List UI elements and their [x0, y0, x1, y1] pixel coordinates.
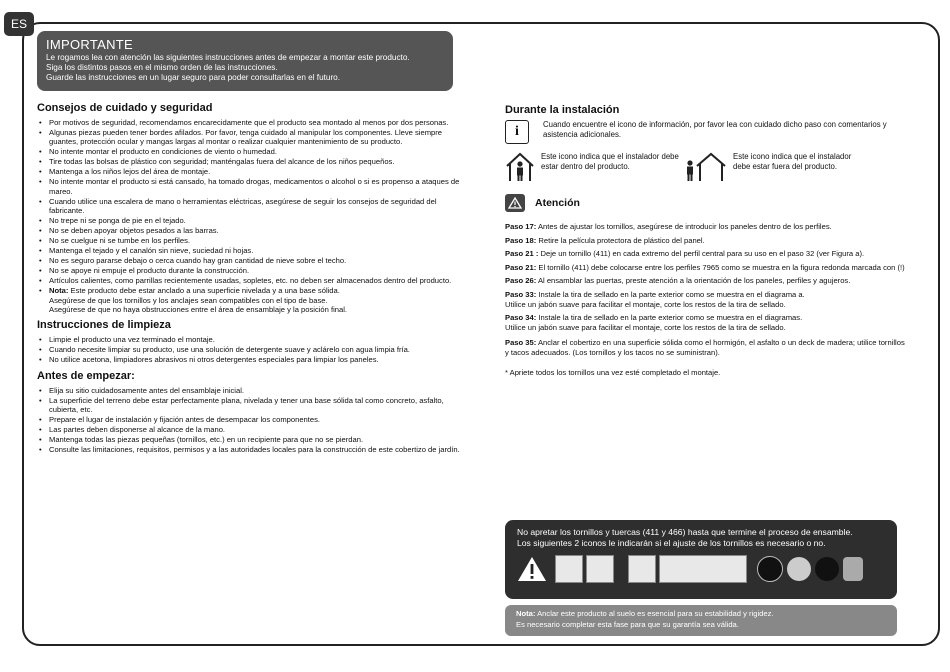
list-item: • Mantenga todas las piezas pequeñas (tornillos, etc.) en un recipiente para que no se pierdan. [37, 435, 461, 444]
step-item [505, 222, 905, 232]
step-item [505, 276, 905, 286]
list-item: • Consulte las limitaciones, requisitos, permisos y a las autoridades locales para la construcción de este cobertizo de jardín. [37, 445, 461, 454]
step-text: Deje un tornillo (411) en cada extremo del perfil central para su uso en el paso 32 (ver Figura a). [540, 249, 865, 259]
list-item: • Cuando necesite limpiar su producto, use una solución de detergente suave y aclárelo con agua limpia fría. [37, 345, 461, 354]
step-text: Anclar el cobertizo en una superficie sólida como el hormigón, el asfalto o un deck de madera; utilice tornillos y tacos adecuados. (Los tornillos y los tacos no se suministran). [505, 338, 905, 357]
safety-list [37, 118, 461, 314]
outside-item [685, 152, 865, 182]
nut-icon [787, 557, 811, 581]
language-badge: ES [4, 12, 34, 36]
step-extra: Utilice un jabón suave para facilitar el montaje, corte los restos de la tira de sellado. [505, 322, 786, 332]
attention-title: Atención [535, 197, 580, 209]
step-item [505, 338, 905, 357]
step-item [505, 236, 905, 246]
installer-outside-icon [685, 152, 727, 182]
list-item: • Tire todas las bolsas de plástico con seguridad; manténgalas fuera del alcance de los niños pequeños. [37, 157, 461, 166]
install-title: Durante la instalación [505, 104, 620, 116]
list-item: • Mantenga el tejado y el canalón sin nieve, suciedad ni hojas. [37, 246, 461, 255]
outside-text: Este icono indica que el instalador debe estar fuera del producto. [733, 152, 852, 171]
list-item: • Algunas piezas pueden tener bordes afilados. Por favor, tenga cuidado al manipular los componentes. Lleve siempre guantes, protección ocular y mangas largas al montar o realizar cualquier mantenimiento de su producto. [37, 128, 461, 147]
important-line: Guarde las instrucciones en un lugar seguro para poder consultarlas en el futuro. [46, 72, 341, 82]
list-item: • Prepare el lugar de instalación y fijación antes de desempacar los componentes. [37, 415, 461, 424]
warning-triangle-icon [505, 194, 525, 212]
list-item: • Por motivos de seguridad, recomendamos encarecidamente que el producto sea montado al menos por dos personas. [37, 118, 461, 127]
bottom-note [505, 605, 897, 636]
note-sub: Asegúrese de que no haya obstrucciones entre el área de ensamblaje y la posición final. [49, 305, 348, 315]
list-item: • No intente montar el producto si está cansado, ha tomado drogas, medicamentos o alcohol o si es propenso a ataques de mareo. [37, 177, 461, 196]
important-line: Siga los distintos pasos en el mismo orden de las instrucciones. [46, 62, 278, 72]
screw-gear-icon [628, 555, 656, 583]
warning-icons [517, 555, 867, 583]
important-title: IMPORTANTE [46, 37, 134, 52]
list-item: • No trepe ni se ponga de pie en el tejado. [37, 216, 461, 225]
step-label: Paso 26: [505, 276, 537, 286]
important-line: Le rogamos lea con atención las siguientes instrucciones antes de empezar a montar este producto. [46, 53, 410, 62]
house-row [505, 152, 905, 182]
list-item: • No intente montar el producto en condiciones de viento o humedad. [37, 147, 461, 156]
note-text: Este producto debe estar anclado a una superficie nivelada y a una base sólida. [70, 286, 340, 296]
list-item: • Limpie el producto una vez terminado el montaje. [37, 335, 461, 344]
bottom-note-text: Anclar este producto al suelo es esencial para su estabilidad y rigidez. [537, 609, 774, 618]
note-sub: Asegúrese de que los tornillos y los anclajes sean compatibles con el tipo de base. [49, 295, 328, 305]
inside-item [505, 152, 685, 182]
warning-box [505, 520, 897, 599]
no-tighten-icon [586, 555, 614, 583]
installer-inside-icon [505, 152, 535, 182]
list-item: • Elija su sitio cuidadosamente antes del ensamblaje inicial. [37, 386, 461, 395]
list-item-note [37, 286, 461, 314]
info-icon: i [505, 120, 529, 144]
note-label: Nota: [49, 286, 69, 296]
info-row [505, 120, 905, 144]
step-label: Paso 33: [505, 289, 537, 299]
list-item: • Artículos calientes, como parrillas recientemente usadas, sopletes, etc. no deben ser almacenados dentro del producto. [37, 276, 461, 285]
step-text: Antes de ajustar los tornillos, asegúrese de introducir los paneles dentro de los perfiles. [537, 222, 832, 231]
step-label: Paso 21: [505, 262, 537, 272]
warning-line: Los siguientes 2 iconos le indicarán si el ajuste de los tornillos es necesario o no. [517, 538, 826, 548]
before-title: Antes de empezar: [37, 369, 135, 382]
list-item: • La superficie del terreno debe estar perfectamente plana, nivelada y tener una base sólida tal como concreto, asfalto, cubierta, etc. [37, 396, 461, 415]
list-item: • No es seguro pararse debajo o cerca cuando hay gran cantidad de nieve sobre el techo. [37, 256, 461, 265]
list-item: • Las partes deben disponerse al alcance de la mano. [37, 425, 461, 434]
list-item: • No utilice acetona, limpiadores abrasivos ni otros detergentes especiales para limpiar los paneles. [37, 355, 461, 364]
step-text: Instale la tira de sellado en la parte exterior como se muestra en el diagramas. [538, 313, 803, 323]
attention-header [505, 194, 905, 212]
note-line: Es necesario completar esta fase para que su garantía sea válida. [516, 620, 739, 629]
cleaning-title: Instrucciones de limpieza [37, 319, 171, 332]
note-line [516, 608, 886, 619]
cleaning-list [37, 335, 461, 364]
step-item [505, 290, 905, 309]
step-extra: Utilice un jabón suave para facilitar el montaje, corte los restos de la tira de sellado. [505, 299, 786, 309]
list-item: • No se cuelgue ni se tumbe en los perfiles. [37, 236, 461, 245]
wrench-hand-icon [659, 555, 747, 583]
inside-text: Este icono indica que el instalador debe estar dentro del producto. [541, 152, 679, 171]
screw-head-icon [757, 556, 783, 582]
safety-title: Consejos de cuidado y seguridad [37, 102, 213, 114]
warning-line: No apretar los tornillos y tuercas (411 y 466) hasta que termine el proceso de ensamble. [517, 527, 853, 537]
step-item [505, 249, 905, 259]
caution-triangle-icon [517, 555, 547, 583]
step-item [505, 263, 905, 273]
list-item: • Mantenga a los niños lejos del área de montaje. [37, 167, 461, 176]
step-text: Instale la tira de sellado en la parte exterior como se muestra en el diagrama a. [538, 289, 805, 299]
before-list [37, 386, 461, 455]
step-item [505, 313, 905, 332]
list-item: • No se apoye ni empuje el producto durante la construcción. [37, 266, 461, 275]
step-label: Paso 34: [505, 313, 537, 323]
step-text: Al ensamblar las puertas, preste atención a la orientación de los paneles, perfiles y agujeros. [537, 276, 851, 286]
right-column [505, 104, 905, 381]
step-label: Paso 35: [505, 338, 537, 348]
left-column [37, 102, 461, 460]
footnote: * Apriete todos los tornillos una vez esté completado el montaje. [505, 367, 721, 377]
dark-circle-icon [815, 557, 839, 581]
info-text: Cuando encuentre el icono de información, por favor lea con cuidado dicho paso con comentarios y asistencia adicionales. [543, 120, 887, 139]
step-text: Retire la película protectora de plástico del panel. [538, 235, 705, 245]
important-box [37, 31, 453, 91]
step-label: Paso 21 : [505, 249, 539, 259]
step-text: El tornillo (411) debe colocarse entre los perfiles 7965 como se muestra en la figura redonda marcada con (!) [538, 262, 905, 272]
screw-loose-icon [555, 555, 583, 583]
list-item: • No se deben apoyar objetos pesados a las barras. [37, 226, 461, 235]
bottom-note-label: Nota: [516, 609, 536, 618]
list-item: • Cuando utilice una escalera de mano o herramientas eléctricas, asegúrese de seguir los consejos de seguridad del fabricante. [37, 197, 461, 216]
step-label: Paso 18: [505, 235, 537, 245]
bolt-icon [843, 557, 863, 581]
step-label: Paso 17: [505, 222, 537, 231]
